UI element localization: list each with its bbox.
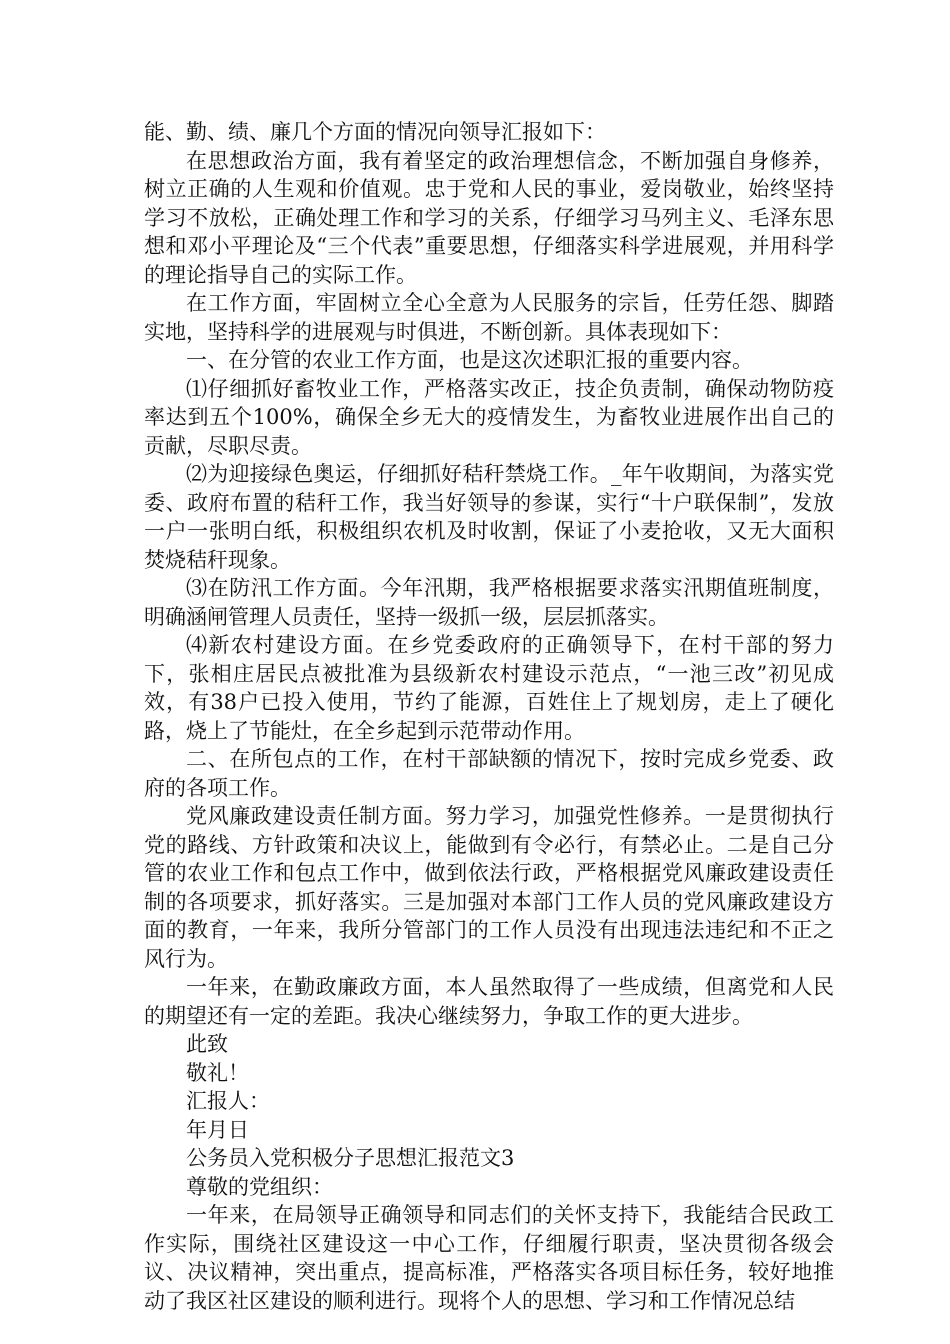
closing-salutation: 此致 <box>186 1032 228 1056</box>
closing-respect: 敬礼！ <box>186 1060 249 1085</box>
paragraph-3: 在工作方面，牢固树立全心全意为人民服务的宗旨，任劳任怨、脚踏实地，坚持科学的进展观与时俱进，不断创新。具体表现如下： <box>144 291 834 344</box>
reporter-label: 汇报人： <box>186 1089 270 1113</box>
document-body <box>144 118 834 1315</box>
paragraph-last: 一年来，在局领导正确领导和同志们的关怀支持下，我能结合民政工作实际，围绕社区建设这一中心工作，仔细履行职责，坚决贯彻各级会议、决议精神，突出重点，提高标准，严格落实各项目标任务，较好地推动了我区社区建设的顺利进行。现将个人的思想、学习和工作情况总结 <box>144 1203 834 1313</box>
paragraph-6: ⑵为迎接绿色奥运，仔细抓好秸秆禁烧工作。_年午收期间，为落实党委、政府布置的秸秆工作，我当好领导的参谋，实行“十户联保制”，发放一户一张明白纸，积极组织农机及时收割，保证了小麦抢收，又无大面积焚烧秸秆现象。 <box>144 462 834 572</box>
section-title: 公务员入党积极分子思想汇报范文3 <box>186 1146 515 1170</box>
greeting: 尊敬的党组织： <box>186 1174 333 1199</box>
paragraph-10: 党风廉政建设责任制方面。努力学习，加强党性修养。一是贯彻执行党的路线、方针政策和决议上，能做到有令必行，有禁必止。二是自己分管的农业工作和包点工作中，做到依法行政，严格根据党风廉政建设责任制的各项要求，抓好落实。三是加强对本部门工作人员的党风廉政建设方面的教育，一年来，我所分管部门的工作人员没有出现违法违纪和不正之风行为。 <box>144 804 834 971</box>
paragraph-8: ⑷新农村建设方面。在乡党委政府的正确领导下，在村干部的努力下，张相庄居民点被批准为县级新农村建设示范点，“一池三改”初见成效，有38户已投入使用，节约了能源，百姓住上了规划房，走上了硬化路，烧上了节能灶，在全乡起到示范带动作用。 <box>144 633 834 743</box>
paragraph-11: 一年来，在勤政廉政方面，本人虽然取得了一些成绩，但离党和人民的期望还有一定的差距。我决心继续努力，争取工作的更大进步。 <box>144 975 834 1028</box>
paragraph-2: 在思想政治方面，我有着坚定的政治理想信念，不断加强自身修养，树立正确的人生观和价值观。忠于党和人民的事业，爱岗敬业，始终坚持学习不放松，正确处理工作和学习的关系，仔细学习马列主义、毛泽东思想和邓小平理论及“三个代表”重要思想，仔细落实科学进展观，并用科学的理论指导自己的实际工作。 <box>144 148 834 287</box>
paragraph-4: 一、在分管的农业工作方面，也是这次述职汇报的重要内容。 <box>186 348 753 372</box>
paragraph-9: 二、在所包点的工作，在村干部缺额的情况下，按时完成乡党委、政府的各项工作。 <box>144 747 834 800</box>
date-label: 年月日 <box>186 1117 249 1142</box>
paragraph-7: ⑶在防汛工作方面。今年汛期，我严格根据要求落实汛期值班制度，明确涵闸管理人员责任，坚持一级抓一级，层层抓落实。 <box>144 576 834 629</box>
paragraph-1: 能、勤、绩、廉几个方面的情况向领导汇报如下： <box>144 120 606 144</box>
paragraph-5: ⑴仔细抓好畜牧业工作，严格落实改正，技企负责制，确保动物防疫率达到五个100%，确保全乡无大的疫情发生，为畜牧业进展作出自己的贡献，尽职尽责。 <box>144 376 834 458</box>
